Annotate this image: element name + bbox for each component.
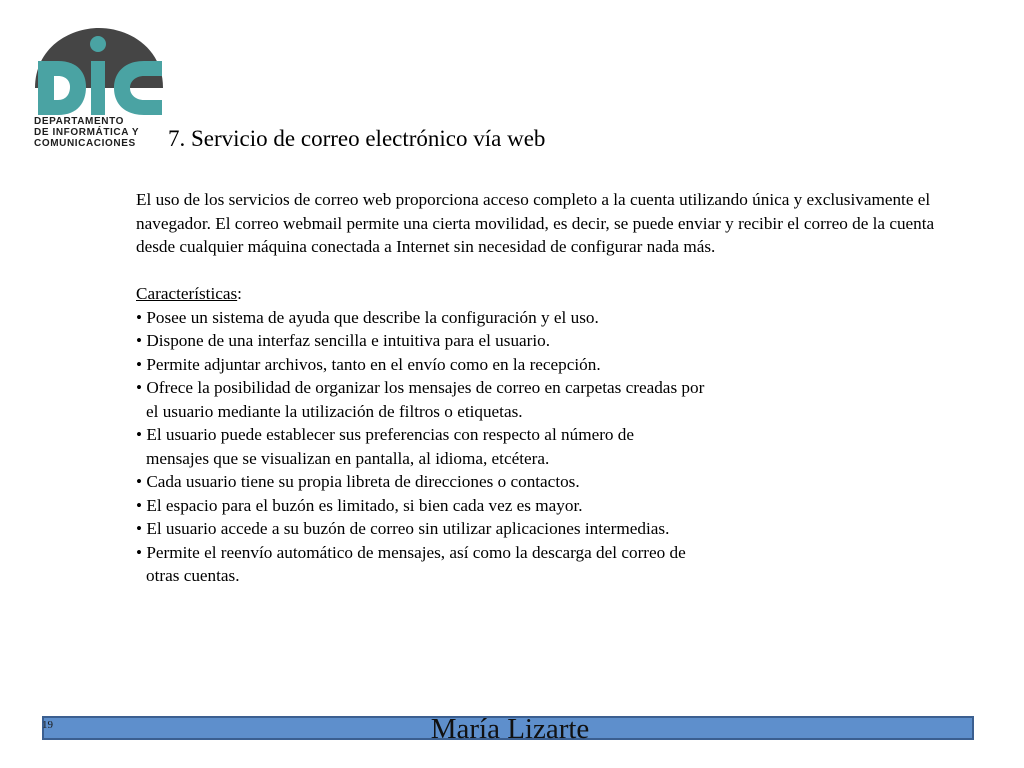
features-heading-label: Características xyxy=(136,284,238,303)
list-item: • El espacio para el buzón es limitado, si bien cada vez es mayor. xyxy=(136,495,583,515)
page-number: 19 xyxy=(42,719,53,731)
list-item: • Permite el reenvío automático de mensajes, así como la descarga del correo de xyxy=(136,542,686,562)
list-item: • Cada usuario tiene su propia libreta de direcciones o contactos. xyxy=(136,472,580,491)
logo-line-1: DEPARTAMENTO xyxy=(34,116,124,127)
slide-title: 7. Servicio de correo electrónico vía web xyxy=(168,126,546,151)
list-item: • Permite adjuntar archivos, tanto en el envío como en la recepción. xyxy=(136,354,601,374)
features-list xyxy=(136,306,976,588)
features-heading xyxy=(136,282,976,306)
author-name: María Lizarte xyxy=(430,713,590,745)
list-item: • El usuario puede establecer sus preferencias con respecto al número de xyxy=(136,425,635,444)
list-item: • Dispone de una interfaz sencilla e intuitiva para el usuario. xyxy=(136,331,551,350)
department-logo xyxy=(34,28,164,154)
logo-caption xyxy=(34,116,164,149)
list-item: • El usuario accede a su buzón de correo sin utilizar aplicaciones intermedias. xyxy=(136,519,670,538)
list-item: • Ofrece la posibilidad de organizar los mensajes de correo en carpetas creadas por xyxy=(136,378,705,397)
intro-paragraph: El uso de los servicios de correo web proporciona acceso completo a la cuenta utilizando única y exclusivamente el navegador. El correo webmail permite una cierta movilidad, es decir, se puede enviar y recibir el correo de la cuenta desde cualquier máquina conectada a Internet sin necesidad de configurar nada más. xyxy=(136,190,935,256)
list-item-continuation: el usuario mediante la utilización de filtros o etiquetas. xyxy=(146,401,523,421)
list-item: • Posee un sistema de ayuda que describe la configuración y el uso. xyxy=(136,307,599,327)
list-item-continuation: otras cuentas. xyxy=(146,566,240,585)
logo-line-3: COMUNICACIONES xyxy=(34,138,136,149)
dic-logo-icon xyxy=(34,28,164,118)
logo-line-2: DE INFORMÁTICA Y xyxy=(34,127,140,138)
slide-body xyxy=(136,188,976,588)
features-heading-colon: : xyxy=(237,284,242,303)
list-item-continuation: mensajes que se visualizan en pantalla, al idioma, etcétera. xyxy=(146,448,550,468)
